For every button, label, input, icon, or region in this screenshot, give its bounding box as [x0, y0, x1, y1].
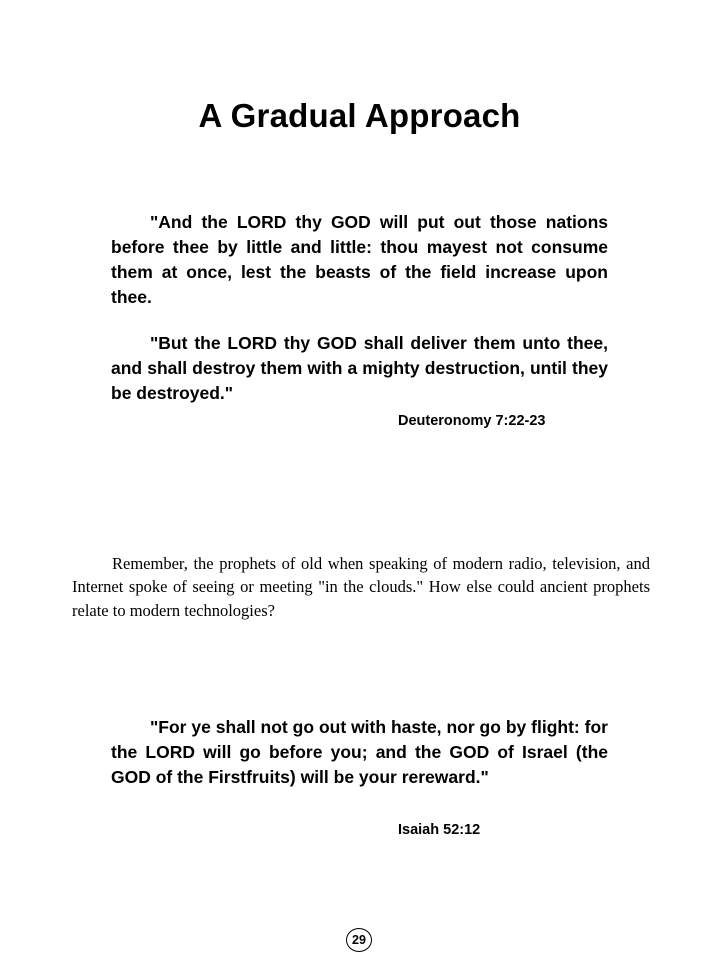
page-number-text: 29 — [352, 932, 366, 947]
page-title: A Gradual Approach — [198, 97, 521, 135]
scripture-quote-deuteronomy-second: "But the LORD thy GOD shall deliver them unto thee, and shall destroy them with a mighty destruction, until they be destroyed." — [111, 332, 608, 404]
scripture-citation-isaiah: Isaiah 52:12 — [398, 822, 481, 838]
scripture-quote-isaiah: "For ye shall not go out with haste, nor go by flight: for the LORD will go before you; and the GOD of Israel (the GOD of the Firstfruits) will be your rereward." — [111, 716, 608, 788]
page-number-badge — [346, 928, 372, 952]
scripture-citation-deuteronomy: Deuteronomy 7:22-23 — [398, 413, 546, 429]
commentary-paragraph: Remember, the prophets of old when speaking of modern radio, television, and Internet spoke of seeing or meeting "in the clouds." How else could ancient prophets relate to modern technologies? — [72, 553, 650, 620]
scripture-quote-deuteronomy-first: "And the LORD thy GOD will put out those nations before thee by little and little: thou mayest not consume them at once, lest the beasts of the field increase upon thee. — [111, 211, 608, 308]
